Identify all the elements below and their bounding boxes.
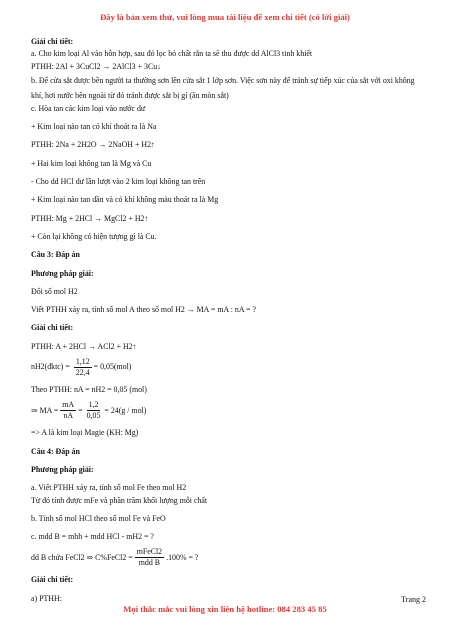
page-number: Trang 2 <box>401 595 426 604</box>
paragraph: + Hai kim loại không tan là Mg và Cu <box>31 158 152 168</box>
formula-concentration <box>31 547 423 568</box>
paragraph: Từ đó tính được mFe và phần trăm khối lượng mỗi chất <box>31 495 208 505</box>
formula-prefix: dd B chứa FeCl2 ⇒ C%FeCl2 = <box>31 552 133 562</box>
method-heading: Phương pháp giải: <box>31 464 94 474</box>
document-body <box>31 36 423 605</box>
equation: PTHH: A + 2HCl → ACl2 + H2↑ <box>31 341 137 351</box>
paragraph: c. Hòa tan các kim loại vào nước dư <box>31 103 146 113</box>
formula-moles-h2 <box>31 357 423 378</box>
equals-sign: = <box>63 362 72 372</box>
paragraph: Viết PTHH xảy ra, tính số mol A theo số mol H2 → MA = mA : nA = ? <box>31 305 256 315</box>
solution-heading: Giải chi tiết: <box>31 323 74 333</box>
paragraph: a) PTHH: <box>31 593 62 603</box>
method-heading: Phương pháp giải: <box>31 268 94 278</box>
formula-molar-mass <box>31 400 423 421</box>
equation: PTHH: 2Al + 3CuCl2 → 2AlCl3 + 3Cu↓ <box>31 61 162 71</box>
paragraph: a. Cho kim loại Al vào hỗn hợp, sau đó lọc bỏ chất rắn ta sẽ thu được dd AlCl3 tinh khiết <box>31 49 313 59</box>
numerator: mA <box>62 400 75 410</box>
equation: PTHH: Mg + 2HCl → MgCl2 + H2↑ <box>31 213 149 223</box>
paragraph: a. Viết PTHH xảy ra, tính số mol Fe theo mol H2 <box>31 483 187 493</box>
question-title: Câu 3: Đáp án <box>31 250 80 260</box>
equation: PTHH: 2Na + 2H2O → 2NaOH + H2↑ <box>31 140 155 150</box>
preview-notice-header: Đây là bản xem thử, vui lòng mua tài liệu để xem chi tiết (có lời giải) <box>100 12 350 22</box>
denominator: 22,4 <box>75 368 90 378</box>
paragraph: + Còn lại không có hiện tượng gì là Cu. <box>31 231 157 241</box>
numerator: mFeCl2 <box>136 547 163 557</box>
paragraph: + Kim loại nào tan dần và có khí không màu thoát ra là Mg <box>31 195 219 205</box>
hotline-notice-footer: Mọi thắc mắc vui lòng xin liên hệ hotline: 084 283 45 85 <box>123 604 327 614</box>
numerator: 1,2 <box>88 400 99 410</box>
fraction <box>135 547 164 568</box>
formula-result: = 24(g / mol) <box>104 405 147 415</box>
denominator: 0,05 <box>86 411 101 421</box>
numerator: 1,12 <box>75 357 90 367</box>
section-title: Giải chi tiết: <box>31 37 74 46</box>
solution-heading: Giải chi tiết: <box>31 575 74 585</box>
paragraph: c. mdd B = mhh + mdd HCl - mH2 = ? <box>31 532 154 542</box>
paragraph: Đổi số mol H2 <box>31 286 78 296</box>
denominator: nA <box>63 411 74 421</box>
paragraph: b. Tính số mol HCl theo số mol Fe và FeO <box>31 513 166 523</box>
paragraph: + Kim loại nào tan có khí thoát ra là Na <box>31 122 157 132</box>
formula-prefix: ⇒ MA = <box>31 405 59 415</box>
question-title: Câu 4: Đáp án <box>31 446 80 456</box>
paragraph: Theo PTHH: nA = nH2 = 0,05 (mol) <box>31 385 147 395</box>
paragraph: => A là kim loại Magie (KH: Mg) <box>31 428 139 438</box>
formula-result: = 0,05(mol) <box>93 362 132 372</box>
fraction <box>74 357 92 378</box>
formula-lhs: nH2(đktc) <box>31 362 64 372</box>
paragraph: b. Để cửa sắt được bền người ta thường sơn lên cửa sắt 1 lớp sơn. Việc sơn này để tránh sự tiếp xúc của sắt với oxi không khí, hơi nước bên ngoài từ đó tránh được sắt bị gỉ (ăn mòn sắt) <box>31 75 415 100</box>
denominator: mdd B <box>138 558 161 568</box>
equals-sign: = <box>78 405 83 415</box>
paragraph: - Cho dd HCl dư lần lượt vào 2 kim loại không tan trên <box>31 177 206 187</box>
formula-result: .100% = ? <box>166 552 199 562</box>
fraction <box>85 400 103 421</box>
fraction <box>60 400 76 421</box>
